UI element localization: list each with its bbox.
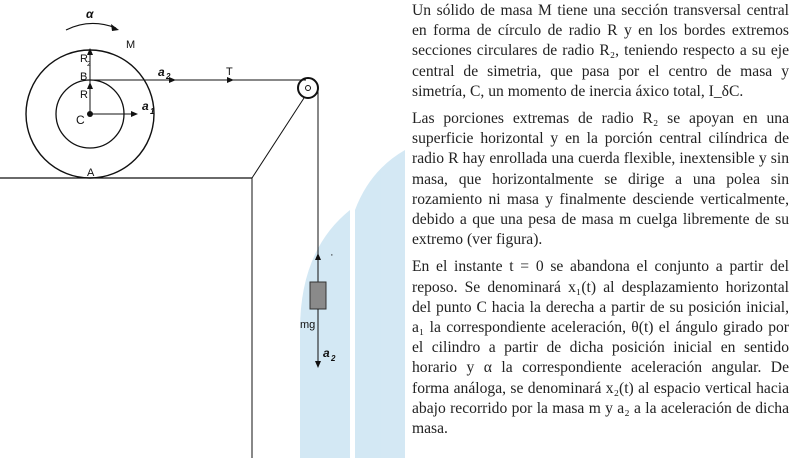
- label-R2-sub: 2: [87, 61, 91, 68]
- label-C: C: [76, 113, 85, 127]
- label-T: T: [226, 66, 233, 78]
- label-a2-top-sub: 2: [166, 72, 171, 81]
- paragraph-2: Las porciones extremas de radio R₂ se apoyan en una superficie horizontal y en la porción central cilíndrica de radio R hay enrollada una cuerda flexible, inextensible y sin masa, que horizontalmente se dirige a una polea sin rozamiento ni masa y finalmente desciende verticalmente, debido a que una pesa de masa m cuelga libremente de su extremo (ver figura).: [412, 110, 789, 249]
- problem-statement: [412, 1, 789, 446]
- label-a2-bottom-sub: 2: [331, 354, 336, 363]
- label-a1-sub: 1: [150, 107, 155, 116]
- label-R: R: [80, 89, 88, 101]
- hanging-mass: [310, 282, 326, 309]
- paragraph-1: Un sólido de masa M tiene una sección transversal central en forma de círculo de radio R y en los bordes extremos secciones circulares de radio R₂, teniendo respecto a su eje central de simetria, que pasa por el centro de masa y simetría, C, un momento de inercia áxico total, I_δC.: [412, 2, 789, 100]
- label-a2-top: a: [158, 65, 165, 79]
- label-B: B: [80, 71, 88, 83]
- label-dot: ·: [330, 249, 334, 261]
- a1-arrowhead: [131, 111, 138, 117]
- label-a2-bottom: a: [323, 346, 330, 360]
- label-alpha: α: [86, 7, 94, 21]
- rotation-arrow: [66, 23, 116, 30]
- pulley: [298, 78, 318, 98]
- label-M: M: [126, 39, 136, 51]
- pulley-support: [252, 98, 304, 178]
- label-R2: R: [80, 53, 88, 65]
- pulley-axle: [306, 86, 311, 91]
- rotation-arrowhead: [111, 24, 119, 31]
- radius-r-arrowhead: [87, 82, 93, 89]
- label-A: A: [87, 167, 95, 179]
- label-a1: a: [142, 99, 149, 113]
- paragraph-3: En el instante t = 0 se abandona el conjunto a partir del reposo. Se denominará x₁(t) al desplazamiento horizontal del punto C hacia la derecha a partir de su posición inicial, a₁ la correspondiente aceleración, θ(t) el ángulo girado por el cilindro a partir de dicha posición inicial en sentido horario y α la correspondiente aceleración angular. De forma análoga, se denominará x₂(t) al espacio vertical hacia abajo recorrido por la masa m y a₂ a la aceleración de dicha masa.: [412, 258, 789, 438]
- label-mg: mg: [300, 319, 316, 331]
